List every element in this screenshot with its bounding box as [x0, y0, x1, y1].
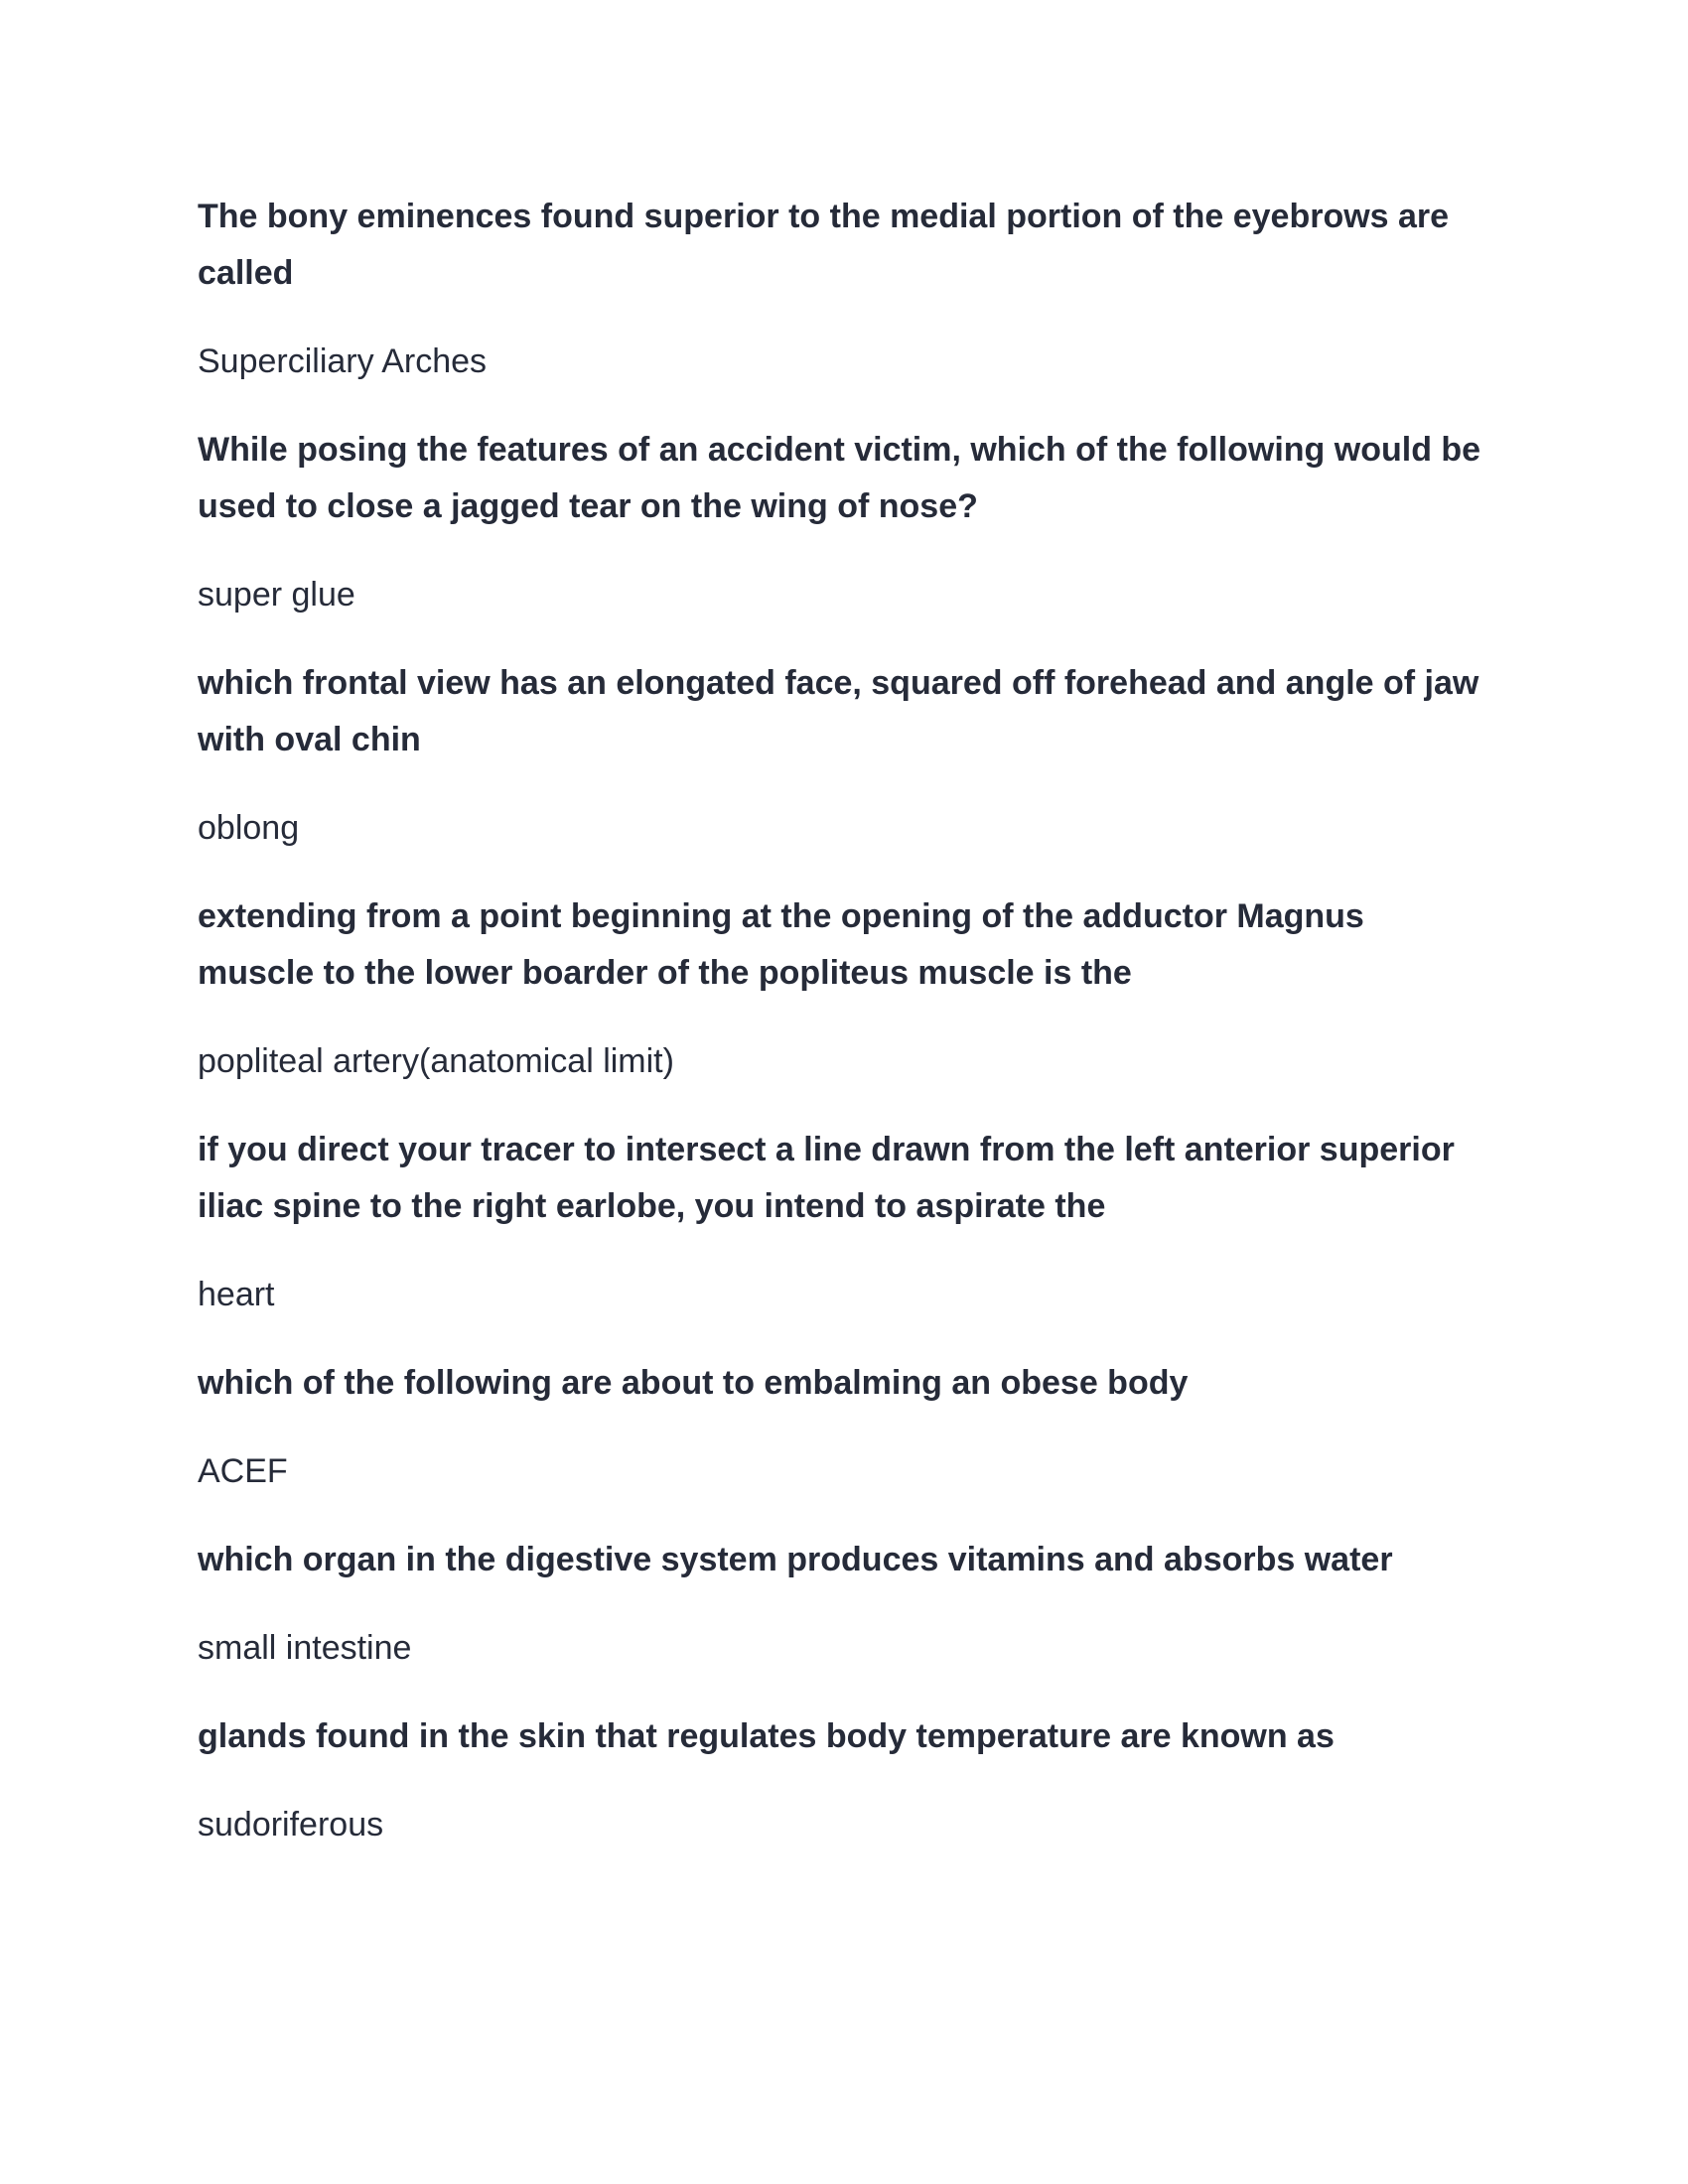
- answer-text: sudoriferous: [198, 1806, 384, 1843]
- qa-item-3: [198, 655, 1488, 857]
- question-text: While posing the features of an accident victim, which of the following would be used to close a jagged tear on the wing of nose?: [198, 431, 1481, 525]
- answer-text: popliteal artery(anatomical limit): [198, 1042, 674, 1080]
- qa-item-4: [198, 888, 1488, 1090]
- qa-item-6: [198, 1355, 1488, 1500]
- answer-text: ACEF: [198, 1452, 288, 1490]
- question-text: which organ in the digestive system produces vitamins and absorbs water: [198, 1541, 1393, 1578]
- qa-item-2: [198, 422, 1488, 623]
- question-text: which frontal view has an elongated face, squared off forehead and angle of jaw with oval chin: [198, 664, 1479, 758]
- question-text: extending from a point beginning at the opening of the adductor Magnus muscle to the lower boarder of the popliteus muscle is the: [198, 897, 1364, 992]
- question-text: The bony eminences found superior to the medial portion of the eyebrows are called: [198, 198, 1450, 292]
- qa-item-5: [198, 1122, 1488, 1323]
- qa-item-1: [198, 189, 1488, 390]
- qa-item-7: [198, 1532, 1488, 1677]
- qa-item-8: [198, 1708, 1488, 1853]
- answer-text: super glue: [198, 576, 355, 614]
- answer-text: Superciliary Arches: [198, 342, 488, 380]
- question-text: glands found in the skin that regulates body temperature are known as: [198, 1717, 1335, 1755]
- answer-text: small intestine: [198, 1629, 412, 1667]
- question-text: which of the following are about to embalming an obese body: [198, 1364, 1189, 1402]
- answer-text: heart: [198, 1276, 275, 1313]
- answer-text: oblong: [198, 809, 300, 847]
- question-text: if you direct your tracer to intersect a line drawn from the left anterior superior iliac spine to the right earlobe, you intend to aspirate the: [198, 1131, 1455, 1225]
- document-page: [198, 189, 1488, 1885]
